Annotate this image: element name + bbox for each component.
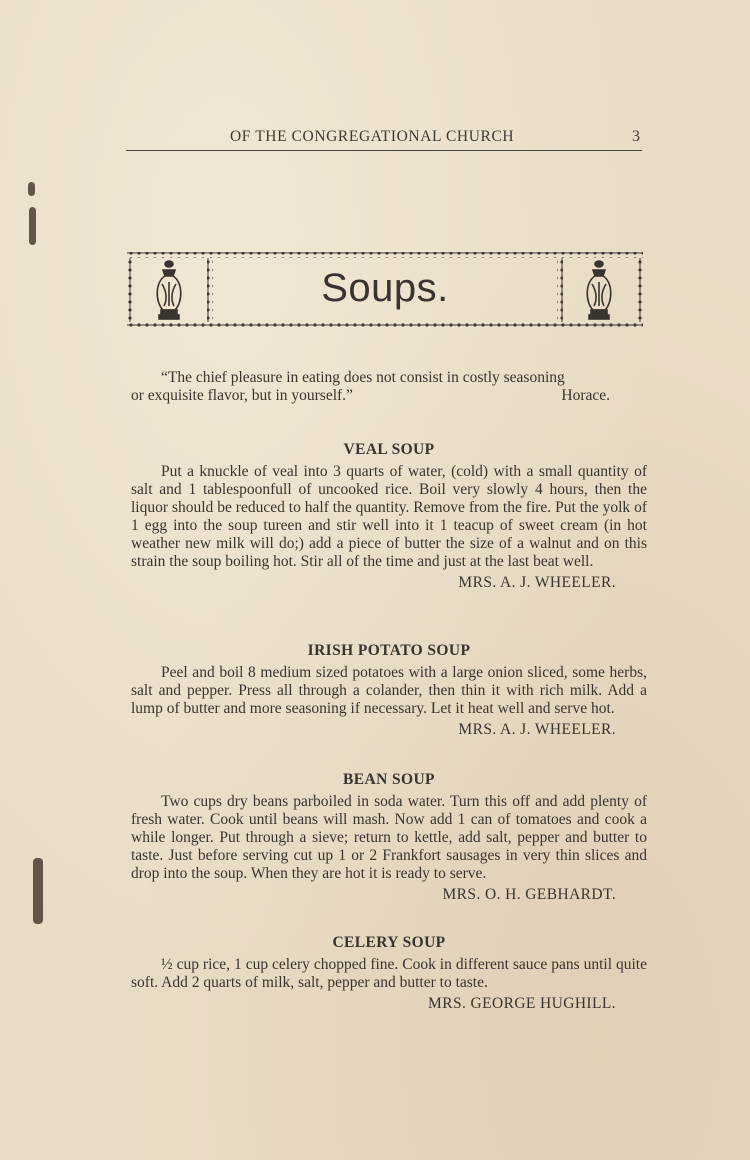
recipe-title: BEAN SOUP: [343, 771, 435, 788]
recipe-celery-soup: [131, 934, 647, 1013]
epigraph-line-2: or exquisite flavor, but in yourself.”: [131, 387, 353, 404]
recipe-body: [131, 463, 647, 571]
recipe-body-text: Peel and boil 8 medium sized potatoes with a large onion sliced, some herbs, salt and pepper. Press all through a colander, then thin it with rich milk. Add a lump of butter and more seasoning if necessary. Let it heat well and serve hot.: [131, 664, 647, 717]
section-banner: [127, 250, 643, 330]
recipe-author: MRS. A. J. WHEELER.: [458, 574, 616, 591]
recipe-author: MRS. GEORGE HUGHILL.: [428, 995, 616, 1012]
epigraph-line-1: “The chief pleasure in eating does not consist in costly seasoning: [161, 369, 565, 386]
recipe-body: [131, 664, 647, 718]
recipe-title: IRISH POTATO SOUP: [307, 642, 471, 659]
recipe-body-text: Two cups dry beans parboiled in soda water. Turn this off and add plenty of fresh water. Cook until beans will mash. Now add 1 can of tomatoes and cook a while longer. Put through a sieve; return to kettle, add salt, pepper and butter to taste. Just before serving cut up 1 or 2 Frankfort sausages in very thin slices and drop into the soup. When they are hot it is ready to serve.: [131, 793, 647, 882]
recipe-irish-potato-soup: [131, 642, 647, 739]
epigraph-attribution: Horace.: [561, 387, 610, 404]
epigraph: [131, 369, 643, 405]
recipe-veal-soup: [131, 441, 647, 592]
running-title: OF THE CONGREGATIONAL CHURCH: [230, 128, 515, 145]
recipe-author: MRS. A. J. WHEELER.: [458, 721, 616, 738]
recipe-body-text: Put a knuckle of veal into 3 quarts of water, (cold) with a small quantity of salt and 1 tablespoonfull of uncooked rice. Boil very slowly 4 hours, then the liquor should be reduced to half the quantity. Remove from the fire. Put the yolk of 1 egg into the soup tureen and stir well into it 1 teacup of sweet cream (in hot weather new milk will do;) add a piece of butter the size of a walnut and on this strain the soup boiling hot. Stir all of the time and just at the last beat well.: [131, 463, 647, 570]
recipe-body: [131, 793, 647, 883]
binding-mark-top: [28, 182, 35, 196]
running-header: [126, 128, 642, 151]
recipe-title: VEAL SOUP: [343, 441, 435, 458]
binding-mark-lower: [33, 858, 43, 924]
recipe-title: CELERY SOUP: [332, 934, 446, 951]
section-title: Soups.: [321, 266, 449, 310]
binding-mark-upper: [29, 207, 36, 245]
recipe-body: [131, 956, 647, 992]
recipe-body-text: ½ cup rice, 1 cup celery chopped fine. Cook in different sauce pans until quite soft. Add 2 quarts of milk, salt, pepper and butter to taste.: [131, 956, 647, 991]
recipe-bean-soup: [131, 771, 647, 904]
recipe-author: MRS. O. H. GEBHARDT.: [442, 886, 616, 903]
page-number: 3: [632, 128, 640, 145]
